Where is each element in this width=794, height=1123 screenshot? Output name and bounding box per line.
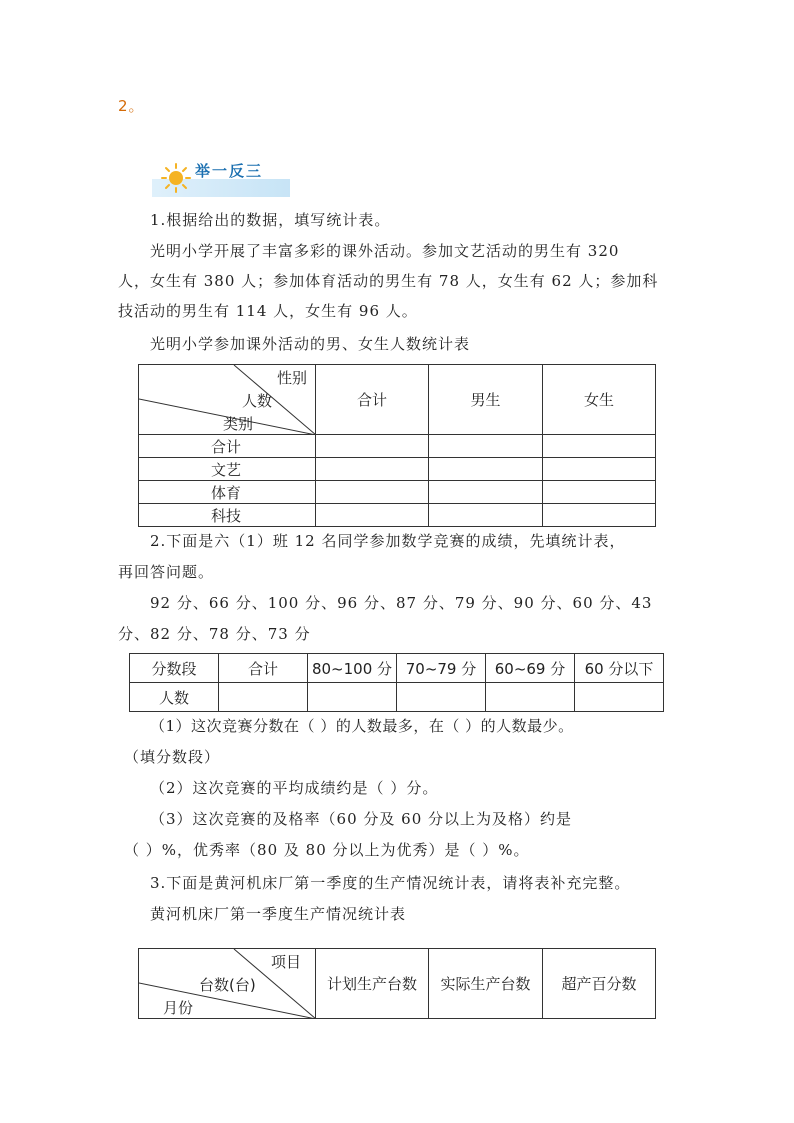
q2-table-header: 60~69 分 <box>486 654 575 683</box>
q1-diagonal-header <box>139 365 316 435</box>
q3-col-header: 实际生产台数 <box>429 949 543 1019</box>
q1-blank-cell[interactable] <box>429 504 543 527</box>
q2-table <box>129 653 664 712</box>
q1-blank-cell[interactable] <box>543 504 656 527</box>
q2-blank-cell[interactable] <box>219 683 308 712</box>
q2-row-label: 人数 <box>130 683 219 712</box>
q1-heading: 1.根据给出的数据，填写统计表。 <box>150 211 391 229</box>
diag-label-category: 类别 <box>223 415 254 433</box>
q1-row-label: 文艺 <box>139 458 316 481</box>
q2-table-header: 70~79 分 <box>397 654 486 683</box>
diag-label-month: 月份 <box>163 999 194 1017</box>
diag-label-units: 台数(台) <box>199 976 256 994</box>
diag-label-gender: 性别 <box>277 369 308 387</box>
q1-col-header: 合计 <box>316 365 429 435</box>
q3-diagonal-header <box>139 949 316 1019</box>
q2-table-header: 合计 <box>219 654 308 683</box>
q1-col-header: 女生 <box>543 365 656 435</box>
q1-blank-cell[interactable] <box>543 458 656 481</box>
q1-blank-cell[interactable] <box>316 504 429 527</box>
q2-heading-line1: 2.下面是六（1）班 12 名同学参加数学竞赛的成绩，先填统计表， <box>150 532 626 550</box>
q1-row-label: 科技 <box>139 504 316 527</box>
q2-blank-cell[interactable] <box>308 683 397 712</box>
q2-sub2: （2）这次竞赛的平均成绩约是（ ）分。 <box>150 779 439 797</box>
q1-blank-cell[interactable] <box>316 481 429 504</box>
q2-scores-line1: 92 分、66 分、100 分、96 分、87 分、79 分、90 分、60 分、43 <box>150 594 653 612</box>
q2-table-header: 60 分以下 <box>575 654 664 683</box>
q2-table-header: 80~100 分 <box>308 654 397 683</box>
sun-icon <box>160 162 192 194</box>
q1-table-title: 光明小学参加课外活动的男、女生人数统计表 <box>150 335 471 353</box>
q2-sub1-line2: （填分数段） <box>124 748 221 766</box>
q1-paragraph-line1: 光明小学开展了丰富多彩的课外活动。参加文艺活动的男生有 320 <box>150 242 620 260</box>
q2-scores-line2: 分、82 分、78 分、73 分 <box>118 625 311 643</box>
diag-label-count: 人数 <box>242 392 273 410</box>
section-title: 举一反三 <box>195 162 264 180</box>
q1-blank-cell[interactable] <box>429 458 543 481</box>
q1-blank-cell[interactable] <box>543 435 656 458</box>
q2-table-header: 分数段 <box>130 654 219 683</box>
q2-blank-cell[interactable] <box>575 683 664 712</box>
q3-col-header: 计划生产台数 <box>316 949 429 1019</box>
page-number: 2。 <box>118 97 145 115</box>
q1-blank-cell[interactable] <box>429 481 543 504</box>
q1-row-label: 合计 <box>139 435 316 458</box>
q1-blank-cell[interactable] <box>316 458 429 481</box>
q1-paragraph-line3: 技活动的男生有 114 人，女生有 96 人。 <box>118 302 418 320</box>
q3-table-title: 黄河机床厂第一季度生产情况统计表 <box>150 905 407 923</box>
q3-heading: 3.下面是黄河机床厂第一季度的生产情况统计表，请将表补充完整。 <box>150 874 631 892</box>
q2-heading-line2: 再回答问题。 <box>118 563 215 581</box>
q1-blank-cell[interactable] <box>429 435 543 458</box>
q2-sub3-line2: （ ）%，优秀率（80 及 80 分以上为优秀）是（ ）%。 <box>124 841 530 859</box>
q3-table <box>138 948 656 1019</box>
q3-col-header: 超产百分数 <box>543 949 656 1019</box>
diag-label-item: 项目 <box>271 953 302 971</box>
q2-blank-cell[interactable] <box>397 683 486 712</box>
q2-blank-cell[interactable] <box>486 683 575 712</box>
q1-table <box>138 364 656 527</box>
q1-paragraph-line2: 人，女生有 380 人；参加体育活动的男生有 78 人，女生有 62 人；参加科 <box>118 272 659 290</box>
q1-col-header: 男生 <box>429 365 543 435</box>
q2-sub1-line1: （1）这次竞赛分数在（ ）的人数最多，在（ ）的人数最少。 <box>150 717 574 735</box>
q1-blank-cell[interactable] <box>316 435 429 458</box>
q1-row-label: 体育 <box>139 481 316 504</box>
q1-blank-cell[interactable] <box>543 481 656 504</box>
q2-sub3-line1: （3）这次竞赛的及格率（60 分及 60 分以上为及格）约是 <box>150 810 573 828</box>
